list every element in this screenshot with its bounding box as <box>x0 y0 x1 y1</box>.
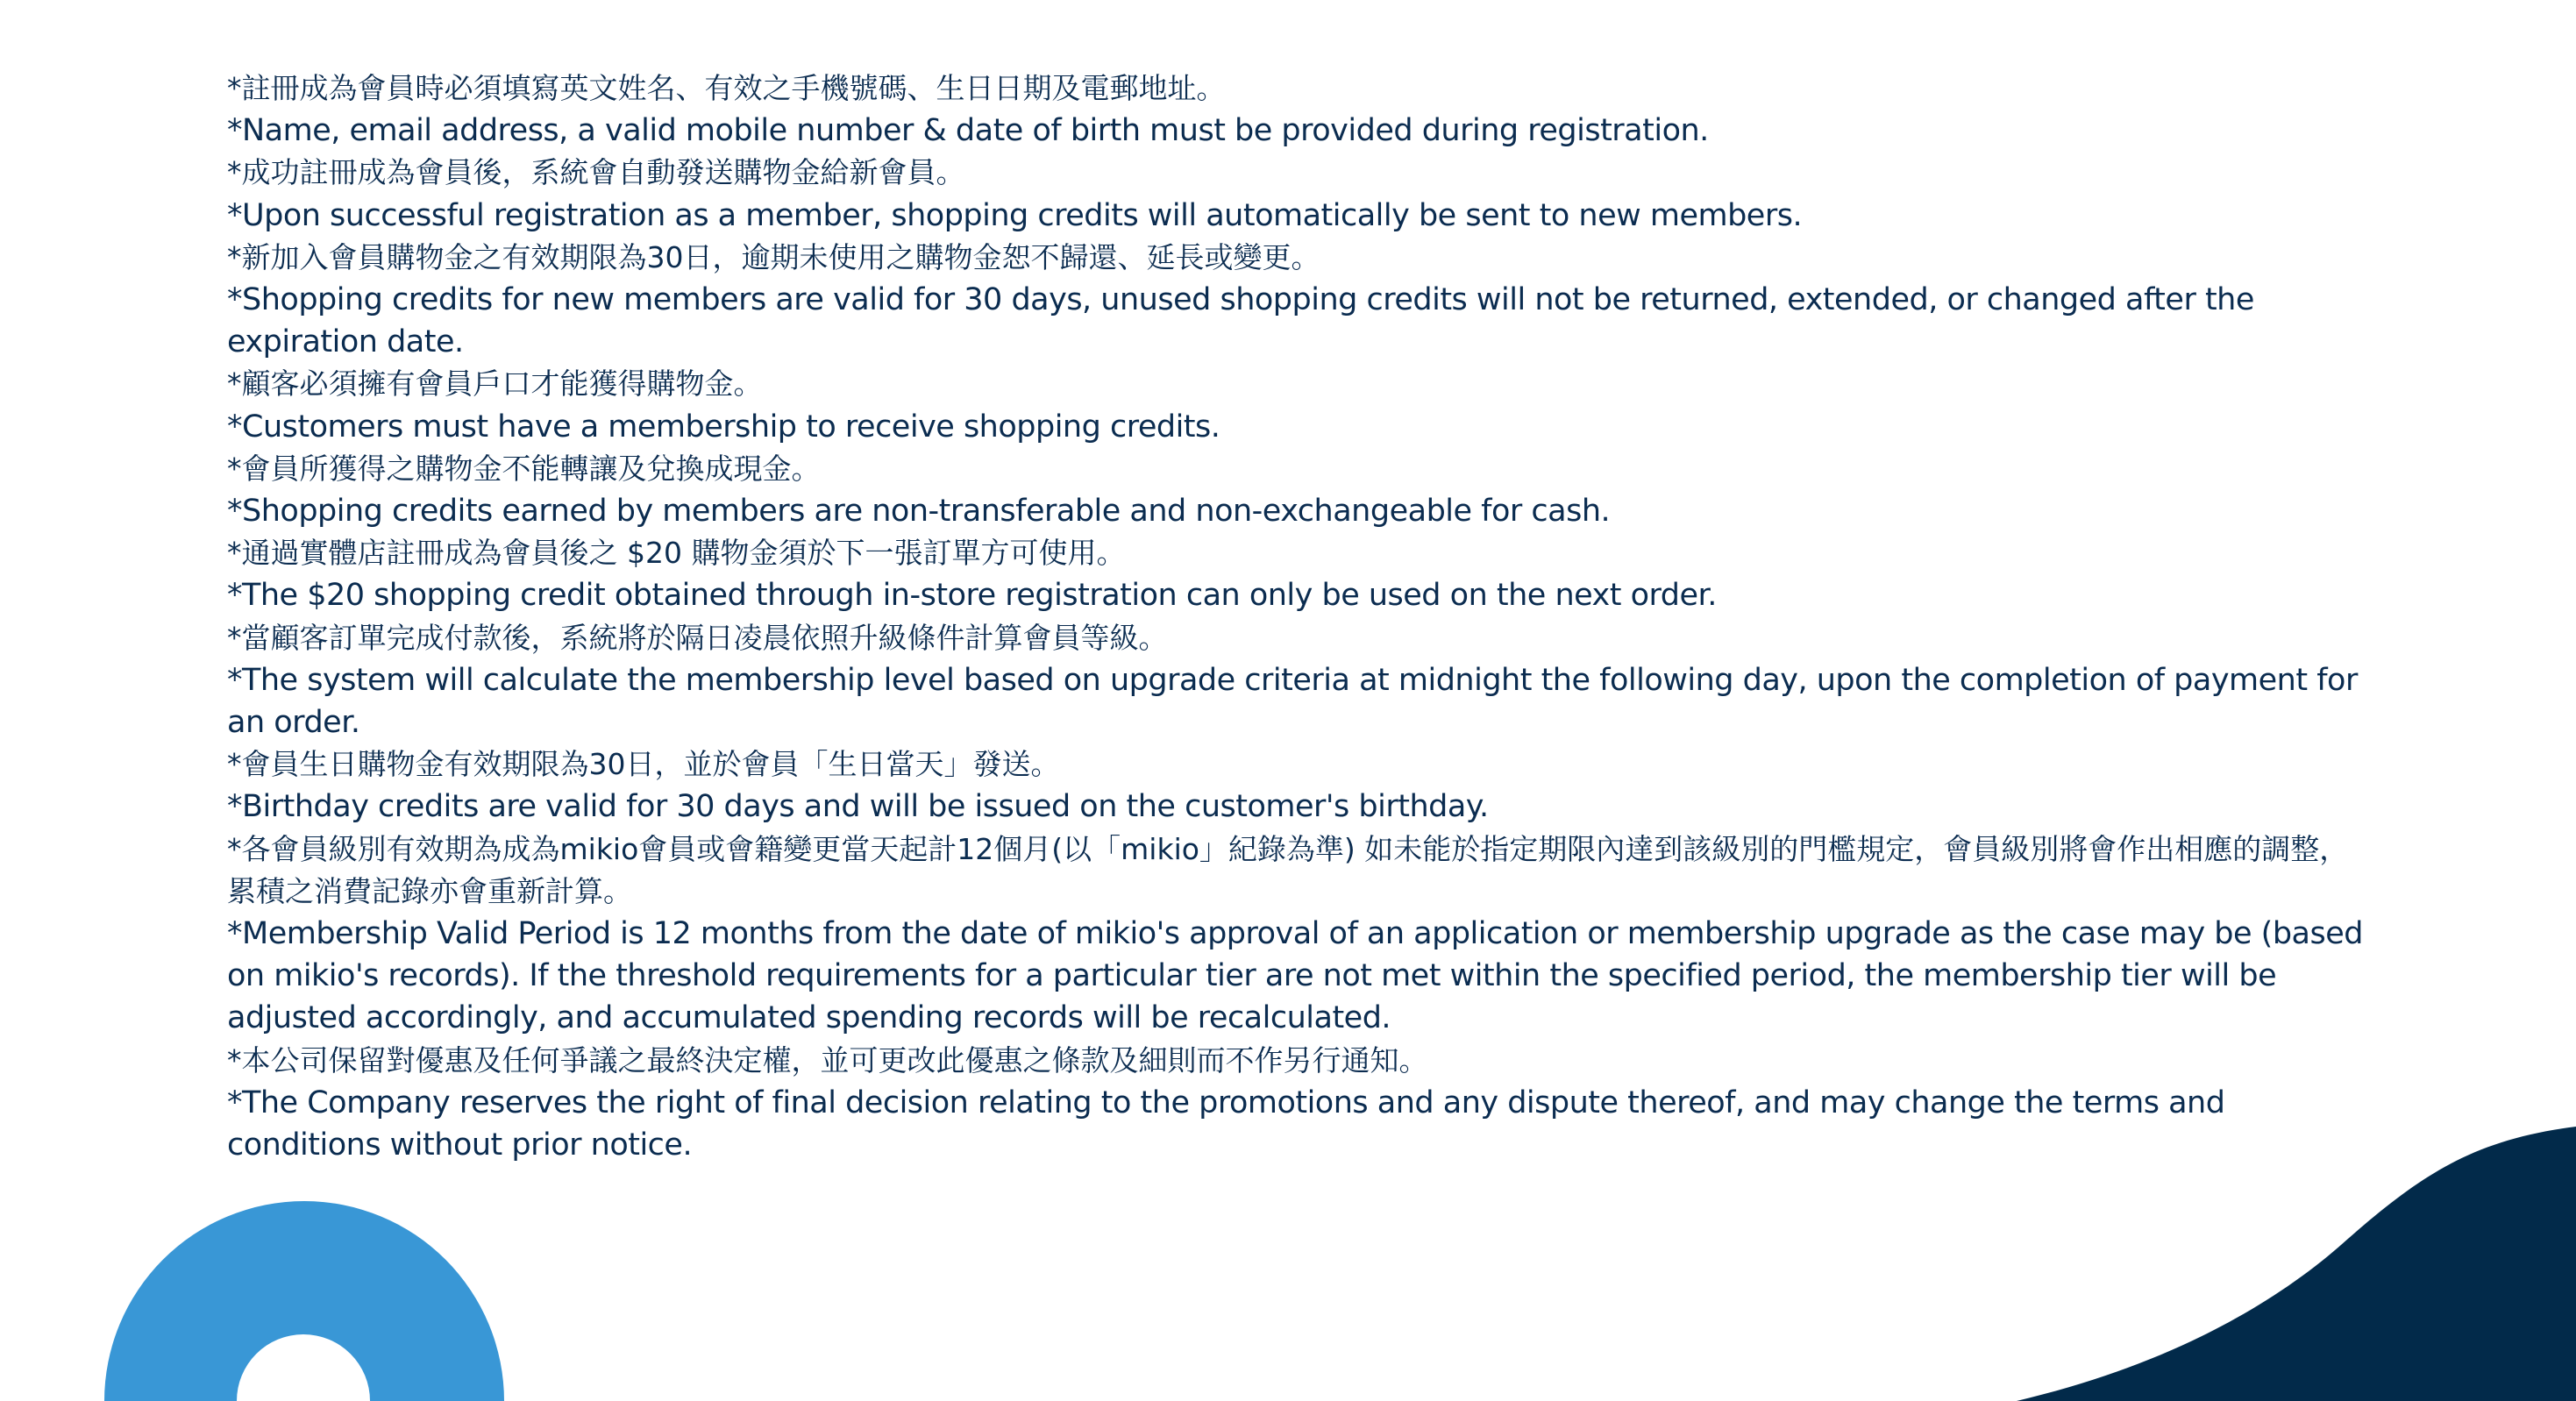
term-line: *註冊成為會員時必須填寫英文姓名、有效之手機號碼、生日日期及電郵地址。 <box>227 71 1226 105</box>
term-line: *The system will calculate the membership level based on upgrade criteria at midnight the following day, upon the completion of payment for an order. <box>227 662 2358 741</box>
term-line: *當顧客訂單完成付款後，系統將於隔日凌晨依照升級條件計算會員等級。 <box>227 620 1168 655</box>
term-line: *通過實體店註冊成為會員後之 $20 購物金須於下一張訂單方可使用。 <box>227 536 1126 571</box>
term-line: *Customers must have a membership to receive shopping credits. <box>227 409 1220 444</box>
wave-decoration <box>2017 1127 2576 1401</box>
term-line: *會員生日購物金有效期限為30日，並於會員「生日當天」發送。 <box>227 747 1060 782</box>
term-line: *新加入會員購物金之有效期限為30日，逾期未使用之購物金恕不歸還、延長或變更。 <box>227 239 1320 274</box>
term-line: *顧客必須擁有會員戶口才能獲得購物金。 <box>227 366 763 402</box>
term-line: *成功註冊成為會員後，系統會自動發送購物金給新會員。 <box>227 155 965 190</box>
term-line: *The Company reserves the right of final decision relating to the promotions and any dispute thereof, and may change the terms and conditions without prior notice. <box>227 1085 2225 1163</box>
term-line: *本公司保留對優惠及任何爭議之最終決定權，並可更改此優惠之條款及細則而不作另行通知。 <box>227 1042 1428 1077</box>
term-line: *會員所獲得之購物金不能轉讓及兌換成現金。 <box>227 451 821 486</box>
term-line: *Shopping credits earned by members are non-transferable and non-exchangeable for cash. <box>227 494 1611 530</box>
term-line: *Membership Valid Period is 12 months from the date of mikio's approval of an application or membership upgrade as the case may be (based on mikio's records). If the threshold requirements for a particular tier are not met within the specified period, the membership tier will be adjusted accordingly, and accumulated spending records will be recalculated. <box>227 916 2363 1036</box>
term-line: *Name, email address, a valid mobile number & date of birth must be provided during registration. <box>227 113 1709 149</box>
term-line: *各會員級別有效期為成為mikio會員或會籍變更當天起計12個月(以「mikio」紀錄為準) 如未能於指定期限內達到該級別的門檻規定，會員級別將會作出相應的調整，累積之消費記錄亦會重新計算。 <box>227 831 2349 908</box>
ring-decoration <box>104 1201 504 1401</box>
terms-list <box>227 68 2366 1166</box>
term-line: *Upon successful registration as a member, shopping credits will automatically be sent to new members. <box>227 197 1803 233</box>
term-line: *Shopping credits for new members are valid for 30 days, unused shopping credits will not be returned, extended, or changed after the expiration date. <box>227 282 2254 360</box>
term-line: *Birthday credits are valid for 30 days and will be issued on the customer's birthday. <box>227 789 1489 825</box>
term-line: *The $20 shopping credit obtained through in-store registration can only be used on the next order. <box>227 578 1717 614</box>
